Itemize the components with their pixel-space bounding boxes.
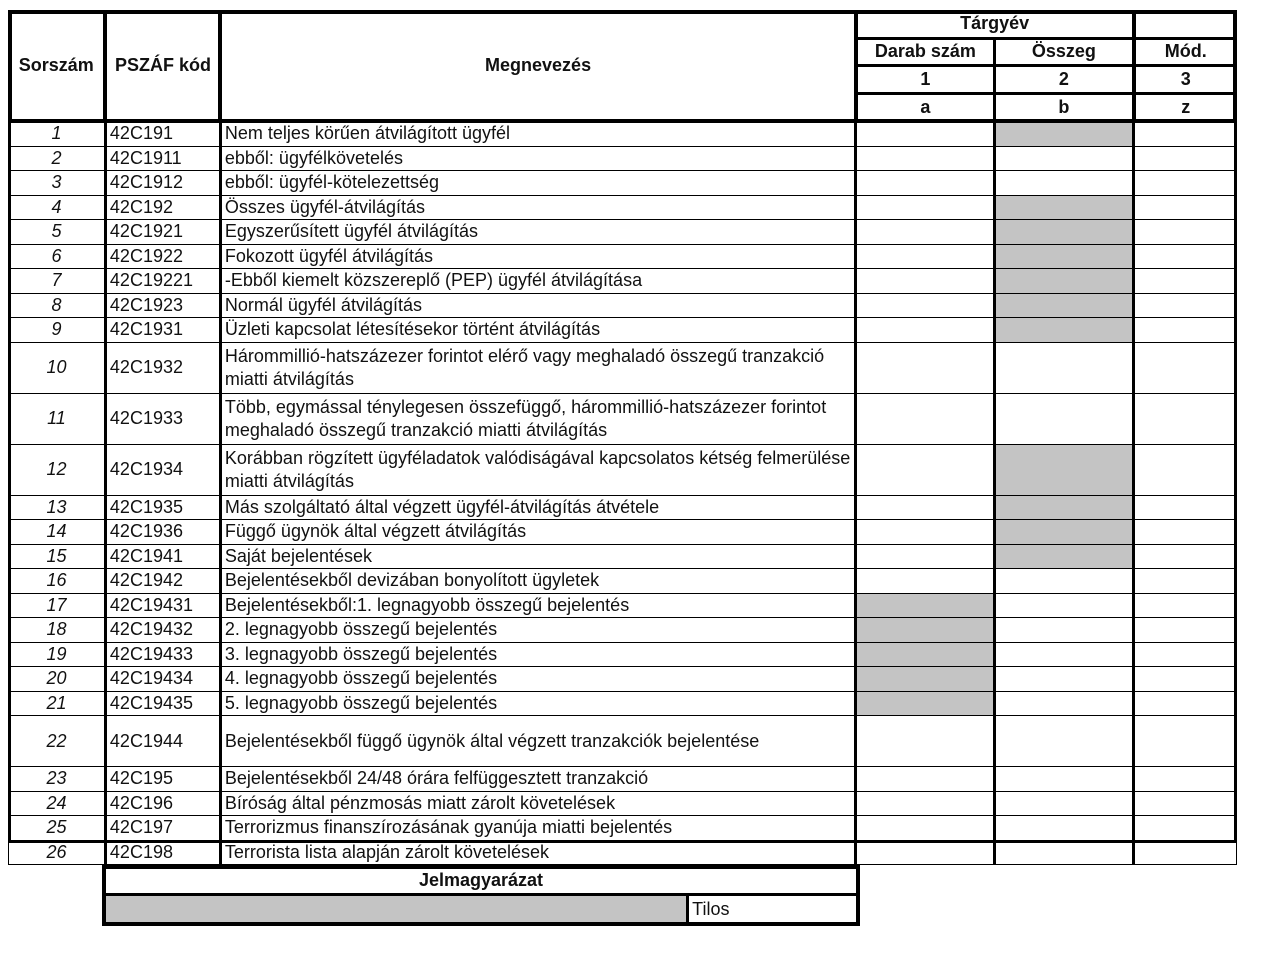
cell-mod[interactable] [1134,716,1237,767]
row-number: 13 [9,495,106,520]
cell-osszeg [995,495,1134,520]
cell-osszeg[interactable] [995,791,1134,816]
row-number: 14 [9,520,106,545]
row-description: 5. legnagyobb összegű bejelentés [220,691,855,716]
cell-mod[interactable] [1134,269,1237,294]
row-description: 3. legnagyobb összegű bejelentés [220,642,855,667]
cell-mod[interactable] [1134,146,1237,171]
row-pszaf-code: 42C1936 [105,520,220,545]
cell-mod[interactable] [1134,444,1237,495]
cell-darab-szam[interactable] [856,146,995,171]
table-row [9,816,1237,841]
row-number: 24 [9,791,106,816]
cell-darab-szam[interactable] [856,342,995,393]
cell-osszeg[interactable] [995,146,1134,171]
cell-darab-szam[interactable] [856,393,995,444]
cell-darab-szam[interactable] [856,767,995,792]
row-description: Egyszerűsített ügyfél átvilágítás [220,220,855,245]
row-number: 18 [9,618,106,643]
row-number: 26 [9,840,106,865]
cell-osszeg[interactable] [995,569,1134,594]
row-pszaf-code: 42C19432 [105,618,220,643]
cell-osszeg[interactable] [995,667,1134,692]
cell-osszeg [995,269,1134,294]
legend-title: Jelmagyarázat [103,867,860,895]
table-row [9,767,1237,792]
col-header-sorszam: Sorszám [9,11,106,121]
table-row [9,716,1237,767]
row-description: 2. legnagyobb összegű bejelentés [220,618,855,643]
row-description: Saját bejelentések [220,544,855,569]
row-description: ebből: ügyfélkövetelés [220,146,855,171]
cell-darab-szam[interactable] [856,269,995,294]
row-number: 23 [9,767,106,792]
cell-osszeg [995,220,1134,245]
cell-darab-szam [856,618,995,643]
row-description: Terrorista lista alapján zárolt követelések [220,840,855,865]
row-number: 19 [9,642,106,667]
row-description: Bíróság által pénzmosás miatt zárolt követelések [220,791,855,816]
cell-darab-szam [856,593,995,618]
row-number: 20 [9,667,106,692]
legend-forbidden-label: Tilos [688,895,860,923]
row-number: 8 [9,293,106,318]
cell-darab-szam[interactable] [856,293,995,318]
cell-darab-szam[interactable] [856,495,995,520]
table-row [9,495,1237,520]
legend-table [102,866,860,923]
cell-darab-szam[interactable] [856,569,995,594]
table-row [9,569,1237,594]
row-pszaf-code: 42C196 [105,791,220,816]
table-row [9,220,1237,245]
row-pszaf-code: 42C19434 [105,667,220,692]
row-pszaf-code: 42C1934 [105,444,220,495]
row-number: 16 [9,569,106,594]
cell-mod[interactable] [1134,393,1237,444]
cell-osszeg [995,318,1134,343]
cell-mod[interactable] [1134,195,1237,220]
cell-mod[interactable] [1134,220,1237,245]
cell-mod[interactable] [1134,342,1237,393]
cell-osszeg[interactable] [995,816,1134,841]
cell-mod[interactable] [1134,544,1237,569]
cell-darab-szam[interactable] [856,195,995,220]
row-pszaf-code: 42C1911 [105,146,220,171]
row-number: 17 [9,593,106,618]
row-number: 21 [9,691,106,716]
col-number-3: 3 [1134,66,1237,94]
row-description: Több, egymással ténylegesen összefüggő, hárommillió-hatszázezer forintot meghaladó összegű tranzakció miatti átvilágítás [220,393,855,444]
table-row [9,146,1237,171]
row-pszaf-code: 42C1933 [105,393,220,444]
cell-mod[interactable] [1134,244,1237,269]
cell-darab-szam [856,667,995,692]
cell-darab-szam[interactable] [856,122,995,147]
row-pszaf-code: 42C1944 [105,716,220,767]
table-row [9,318,1237,343]
col-header-megnevezes: Megnevezés [220,11,855,121]
cell-darab-szam[interactable] [856,244,995,269]
row-description: Korábban rögzített ügyféladatok valódiságával kapcsolatos kétség felmerülése miatti átvilágítás [220,444,855,495]
row-pszaf-code: 42C1942 [105,569,220,594]
cell-darab-szam[interactable] [856,318,995,343]
row-number: 22 [9,716,106,767]
col-number-1: 1 [856,66,995,94]
row-pszaf-code: 42C19433 [105,642,220,667]
row-pszaf-code: 42C1935 [105,495,220,520]
cell-mod[interactable] [1134,767,1237,792]
cell-mod[interactable] [1134,667,1237,692]
row-description: -Ebből kiemelt közszereplő (PEP) ügyfél átvilágítása [220,269,855,294]
table-row [9,691,1237,716]
cell-mod[interactable] [1134,171,1237,196]
row-number: 10 [9,342,106,393]
cell-darab-szam[interactable] [856,171,995,196]
table-row [9,122,1237,147]
table-row [9,642,1237,667]
cell-osszeg [995,293,1134,318]
table-row [9,667,1237,692]
table-row [9,840,1237,865]
col-letter-a: a [856,93,995,121]
row-pszaf-code: 42C1922 [105,244,220,269]
cell-osszeg [995,544,1134,569]
table-row [9,171,1237,196]
row-pszaf-code: 42C1941 [105,544,220,569]
cell-mod[interactable] [1134,318,1237,343]
table-row [9,195,1237,220]
row-pszaf-code: 42C1923 [105,293,220,318]
cell-osszeg [995,244,1134,269]
cell-osszeg[interactable] [995,767,1134,792]
col-letter-b: b [995,93,1134,121]
header-table [8,10,1237,121]
row-description: Üzleti kapcsolat létesítésekor történt átvilágítás [220,318,855,343]
cell-osszeg [995,444,1134,495]
row-pszaf-code: 42C19221 [105,269,220,294]
table-row [9,444,1237,495]
col-header-darab-szam: Darab szám [856,38,995,66]
row-description: Bejelentésekből 24/48 órára felfüggesztett tranzakció [220,767,855,792]
cell-mod[interactable] [1134,642,1237,667]
table-row [9,791,1237,816]
data-table [8,121,1237,865]
cell-mod[interactable] [1134,791,1237,816]
cell-mod[interactable] [1134,495,1237,520]
cell-darab-szam[interactable] [856,520,995,545]
row-number: 15 [9,544,106,569]
cell-osszeg [995,195,1134,220]
row-pszaf-code: 42C1912 [105,171,220,196]
table-row [9,618,1237,643]
cell-mod[interactable] [1134,816,1237,841]
cell-mod[interactable] [1134,691,1237,716]
row-pszaf-code: 42C197 [105,816,220,841]
col-number-2: 2 [995,66,1134,94]
table-row [9,342,1237,393]
row-description: 4. legnagyobb összegű bejelentés [220,667,855,692]
table-row [9,244,1237,269]
row-number: 6 [9,244,106,269]
row-number: 2 [9,146,106,171]
table-row [9,520,1237,545]
cell-darab-szam[interactable] [856,220,995,245]
cell-osszeg[interactable] [995,716,1134,767]
cell-osszeg[interactable] [995,593,1134,618]
cell-darab-szam[interactable] [856,544,995,569]
row-description: Hárommillió-hatszázezer forintot elérő vagy meghaladó összegű tranzakció miatti átvilágítás [220,342,855,393]
cell-osszeg[interactable] [995,171,1134,196]
row-description: Más szolgáltató által végzett ügyfél-átvilágítás átvétele [220,495,855,520]
cell-darab-szam[interactable] [856,816,995,841]
table-row [9,269,1237,294]
row-description: Bejelentésekből:1. legnagyobb összegű bejelentés [220,593,855,618]
row-number: 5 [9,220,106,245]
row-description: Összes ügyfél-átvilágítás [220,195,855,220]
col-header-targyev: Tárgyév [856,11,1134,39]
cell-osszeg[interactable] [995,342,1134,393]
cell-mod[interactable] [1134,293,1237,318]
row-number: 11 [9,393,106,444]
cell-osszeg[interactable] [995,393,1134,444]
row-number: 7 [9,269,106,294]
cell-osszeg [995,520,1134,545]
row-description: Normál ügyfél átvilágítás [220,293,855,318]
row-description: Terrorizmus finanszírozásának gyanúja miatti bejelentés [220,816,855,841]
row-description: ebből: ügyfél-kötelezettség [220,171,855,196]
col-header-mod: Mód. [1134,38,1237,66]
col-header-pszaf-kod: PSZÁF kód [105,11,220,121]
cell-darab-szam[interactable] [856,716,995,767]
row-description: Függő ügynök által végzett átvilágítás [220,520,855,545]
row-number: 4 [9,195,106,220]
row-pszaf-code: 42C192 [105,195,220,220]
row-pszaf-code: 42C19431 [105,593,220,618]
cell-darab-szam[interactable] [856,840,995,865]
row-pszaf-code: 42C198 [105,840,220,865]
table-row [9,293,1237,318]
row-description: Fokozott ügyfél átvilágítás [220,244,855,269]
row-number: 12 [9,444,106,495]
col-letter-z: z [1134,93,1237,121]
row-number: 9 [9,318,106,343]
row-pszaf-code: 42C1931 [105,318,220,343]
cell-osszeg[interactable] [995,691,1134,716]
cell-mod[interactable] [1134,122,1237,147]
cell-mod[interactable] [1134,520,1237,545]
cell-darab-szam [856,642,995,667]
cell-osszeg[interactable] [995,618,1134,643]
row-description: Nem teljes körűen átvilágított ügyfél [220,122,855,147]
col-header-osszeg: Összeg [995,38,1134,66]
row-pszaf-code: 42C191 [105,122,220,147]
row-number: 1 [9,122,106,147]
table-row [9,593,1237,618]
cell-darab-szam[interactable] [856,444,995,495]
col-header-blank [1134,11,1237,39]
row-pszaf-code: 42C19435 [105,691,220,716]
cell-mod[interactable] [1134,840,1237,865]
row-pszaf-code: 42C195 [105,767,220,792]
table-row [9,544,1237,569]
legend-forbidden-swatch [103,895,688,923]
cell-mod[interactable] [1134,593,1237,618]
cell-osszeg[interactable] [995,840,1134,865]
row-description: Bejelentésekből függő ügynök által végzett tranzakciók bejelentése [220,716,855,767]
cell-osszeg [995,122,1134,147]
cell-osszeg[interactable] [995,642,1134,667]
cell-mod[interactable] [1134,569,1237,594]
row-description: Bejelentésekből devizában bonyolított ügyletek [220,569,855,594]
row-number: 3 [9,171,106,196]
cell-mod[interactable] [1134,618,1237,643]
cell-darab-szam [856,691,995,716]
table-row [9,393,1237,444]
row-number: 25 [9,816,106,841]
row-pszaf-code: 42C1932 [105,342,220,393]
cell-darab-szam[interactable] [856,791,995,816]
row-pszaf-code: 42C1921 [105,220,220,245]
